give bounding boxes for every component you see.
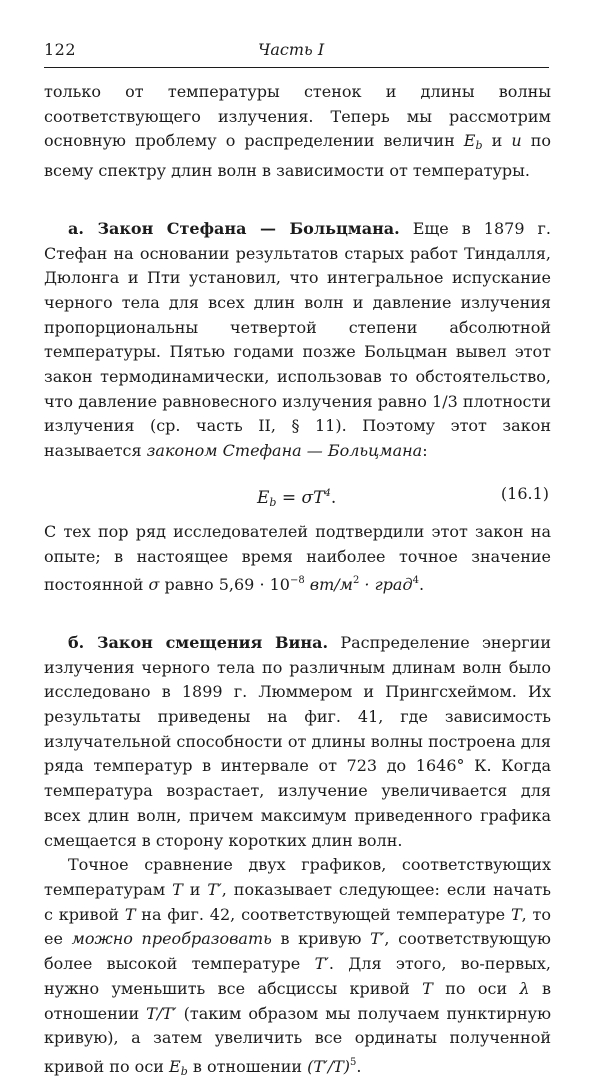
law-name: законом Стефана — Больцмана	[146, 441, 423, 461]
comparison-paragraph: Точное сравнение двух графиков, соответствующих температурам T и T′, показывает следующее: если начать с кривой T на фиг. 42, соответствующей температуре T, то ее можно преобразовать в кривую T′, соответствующую более высокой температуре T′. Для этого, во-первых, нужно уменьшить все абсциссы кривой T по оси λ в отношении T/T′ (таким образом мы получаем пунктирную кривую), а затем увеличить все ординаты полученной кривой по оси $E_b$ в отношении $(T'/T)^5$.	[44, 855, 552, 1078]
running-title: Часть I	[258, 40, 325, 59]
section-b-paragraph: б. Закон смещения Вина. Распределение энергии излучения черного тела по различным длинам волн было исследовано в 1899 г. Люммером и Прингсхеймом. Их результаты приведены на фиг. 41, где зависимость излучательной способности от длины волны построена для ряда температур в интервале от 723 до 1646° К. Когда температура возрастает, излучение увеличивается для всех длин волн, причем максимум приведенного графика смещается в сторону коротких длин волн.	[44, 632, 552, 850]
section-b-heading: б. Закон смещения Вина.	[68, 632, 329, 652]
equation-formula: $E_b = \sigma T^4$.	[257, 487, 337, 509]
section-a-paragraph: а. Закон Стефана — Больцмана. Еще в 1879 г. Стефан на основании результатов старых работ Тиндалля, Дюлонга и Пти установил, что интегральное испускание черного тела для всех длин волн и давление излучения пропорциональны четвертой степени абсолютной температуры. Пятью годами позже Больцман вывел этот закон термодинамически, использовав то обстоятельство, что давление равновесного излучения равно 1/3 плотности излучения (ср. часть II, § 11). Поэтому этот закон называется законом Стефана — Больцмана:	[44, 218, 552, 461]
body-text	[44, 80, 551, 1085]
section-a-heading: а. Закон Стефана — Больцмана.	[68, 218, 400, 238]
equation-16-1	[44, 474, 551, 514]
running-head	[44, 40, 550, 64]
header-rule	[44, 67, 549, 68]
page-number: 122	[44, 40, 77, 59]
intro-paragraph: только от температуры стенок и длины волны соответствующего излучения. Теперь мы рассмотрим основную проблему о распределении величин $E_b$ и u по всему спектру длин волн в зависимости от температуры.	[44, 82, 551, 181]
after-equation-paragraph: С тех пор ряд исследователей подтвердили этот закон на опыте; в настоящее время наиболее точное значение постоянной σ равно $5,69 \cdot 10^{-8}$ $вт/м^2$ · град$^4$.	[44, 521, 551, 595]
equation-number: (16.1)	[500, 483, 549, 503]
